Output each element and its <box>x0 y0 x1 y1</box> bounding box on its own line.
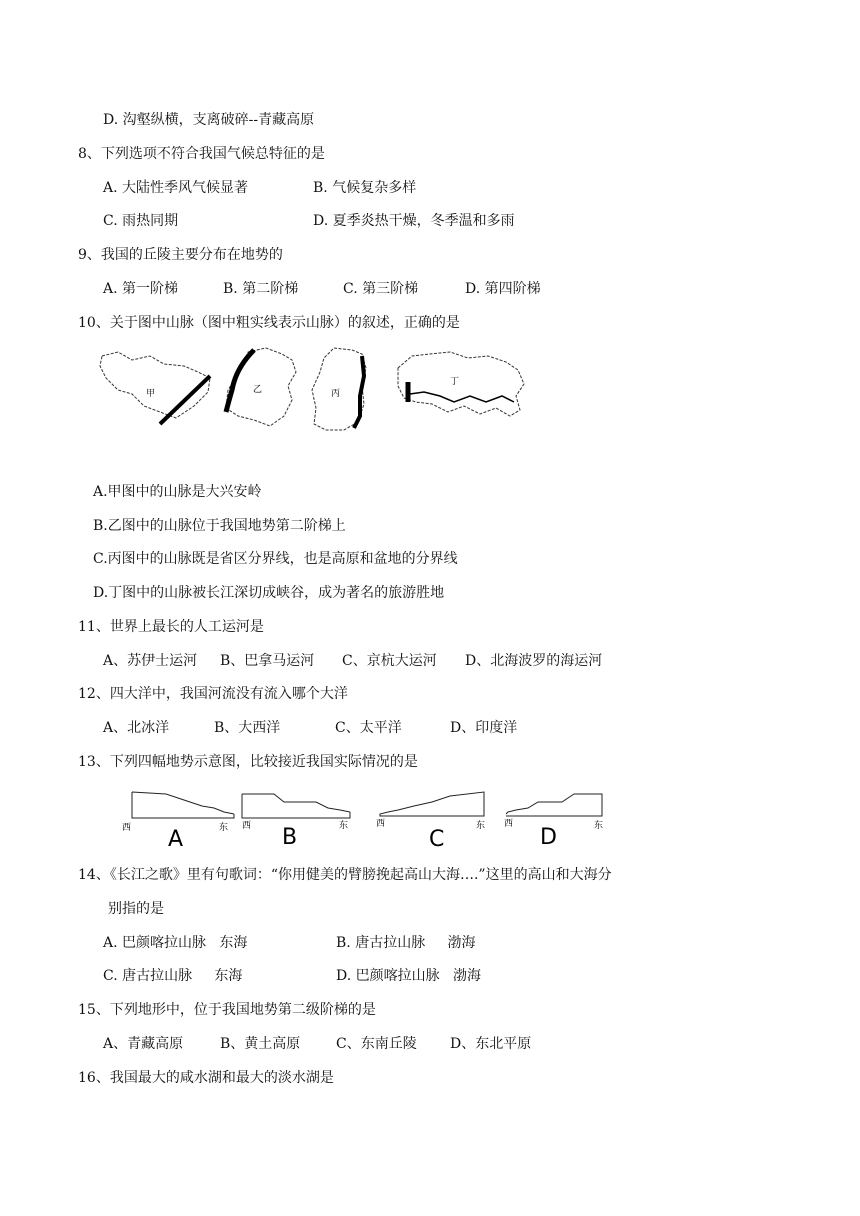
profile-d-letter: D <box>540 825 557 848</box>
profile-a-west: 西 <box>122 823 132 833</box>
q16-stem: 16、我国最大的咸水湖和最大的淡水湖是 <box>78 1070 334 1086</box>
q11-option-c: C、京杭大运河 <box>342 653 437 669</box>
q7-option-d: D. 沟壑纵横，支离破碎--青藏高原 <box>103 112 315 128</box>
q14-stem-line1: 14、《长江之歌》里有句歌词：“你用健美的臂膀挽起高山大海….”这里的高山和大海分 <box>78 867 612 883</box>
q11-option-a: A、苏伊士运河 <box>103 653 198 669</box>
profile-a-letter: A <box>168 827 184 848</box>
q12-option-a: A、北冰洋 <box>103 720 170 736</box>
profile-c-west: 西 <box>376 819 386 829</box>
q15-option-b: B、黄土高原 <box>220 1036 301 1052</box>
q15-option-c: C、东南丘陵 <box>336 1036 417 1052</box>
q11-stem: 11、世界上最长的人工运河是 <box>78 619 264 635</box>
q14-option-d: D. 巴颜喀拉山脉 渤海 <box>336 968 481 984</box>
profile-b-east: 东 <box>339 821 349 831</box>
q10-option-a: A.甲图中的山脉是大兴安岭 <box>93 484 262 500</box>
q12-option-b: B、大西洋 <box>214 720 281 736</box>
q10-province-maps-figure <box>98 346 528 438</box>
q14-option-c: C. 唐古拉山脉 东海 <box>103 968 243 984</box>
q13-terrain-profiles-figure <box>114 786 614 848</box>
q9-option-b: B. 第二阶梯 <box>223 281 299 297</box>
q9-option-c: C. 第三阶梯 <box>343 281 419 297</box>
map-bing <box>312 348 366 430</box>
q15-option-d: D、东北平原 <box>450 1036 532 1052</box>
map-ding <box>398 352 524 416</box>
q9-stem: 9、我国的丘陵主要分布在地势的 <box>78 247 283 263</box>
map-jia <box>100 352 210 424</box>
q15-stem: 15、下列地形中，位于我国地势第二级阶梯的是 <box>78 1002 376 1018</box>
profile-d <box>504 794 603 848</box>
map-label-jia: 甲 <box>146 389 156 399</box>
map-yi <box>226 348 296 426</box>
q10-stem: 10、关于图中山脉（图中粗实线表示山脉）的叙述，正确的是 <box>78 315 460 331</box>
q14-option-a: A. 巴颜喀拉山脉 东海 <box>103 935 248 951</box>
q8-stem: 8、下列选项不符合我国气候总特征的是 <box>78 146 325 162</box>
profile-c-letter: C <box>429 827 445 848</box>
q9-option-d: D. 第四阶梯 <box>465 281 541 297</box>
profile-d-west: 西 <box>504 819 514 829</box>
q10-option-b: B.乙图中的山脉位于我国地势第二阶梯上 <box>93 518 346 534</box>
q10-option-d: D.丁图中的山脉被长江深切成峡谷，成为著名的旅游胜地 <box>93 585 445 601</box>
q12-stem: 12、四大洋中，我国河流没有流入哪个大洋 <box>78 686 348 702</box>
map-label-ding: 丁 <box>450 377 460 387</box>
q8-option-b: B. 气候复杂多样 <box>313 180 417 196</box>
profile-b <box>242 794 350 848</box>
q8-option-c: C. 雨热同期 <box>103 213 179 229</box>
q14-option-b: B. 唐古拉山脉 渤海 <box>336 935 476 951</box>
q8-option-d: D. 夏季炎热干燥，冬季温和多雨 <box>313 213 515 229</box>
map-label-bing: 丙 <box>331 389 341 399</box>
q10-option-c: C.丙图中的山脉既是省区分界线，也是高原和盆地的分界线 <box>93 551 458 567</box>
profile-c-east: 东 <box>476 821 486 831</box>
map-label-yi: 乙 <box>253 385 263 395</box>
profile-a-east: 东 <box>219 823 229 833</box>
q8-option-a: A. 大陆性季风气候显著 <box>103 180 249 196</box>
q15-option-a: A、青藏高原 <box>103 1036 184 1052</box>
q11-option-b: B、巴拿马运河 <box>220 653 315 669</box>
profile-a <box>122 792 234 848</box>
profile-c <box>376 792 485 848</box>
q11-option-d: D、北海波罗的海运河 <box>465 653 603 669</box>
q12-option-d: D、印度洋 <box>450 720 518 736</box>
profile-d-east: 东 <box>594 821 604 831</box>
q9-option-a: A. 第一阶梯 <box>103 281 179 297</box>
profile-b-letter: B <box>282 825 298 848</box>
profile-b-west: 西 <box>242 821 252 831</box>
q14-stem-line2: 别指的是 <box>108 901 164 917</box>
q13-stem: 13、下列四幅地势示意图，比较接近我国实际情况的是 <box>78 754 418 770</box>
q12-option-c: C、太平洋 <box>335 720 402 736</box>
